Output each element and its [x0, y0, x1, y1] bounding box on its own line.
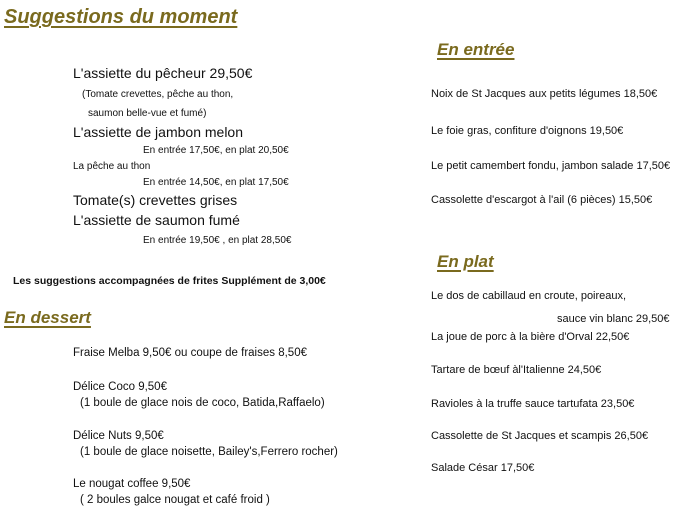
dessert-nougat-desc: ( 2 boules galce nougat et café froid ): [80, 494, 270, 506]
assiette-saumon: L'assiette de saumon fumé: [73, 212, 240, 228]
plat-item: Salade César 17,50€: [431, 462, 535, 474]
dessert-heading: En dessert: [4, 308, 91, 327]
pecheur-desc-1: (Tomate crevettes, pêche au thon,: [82, 89, 234, 100]
plat-cabillaud-prix: sauce vin blanc 29,50€: [557, 313, 670, 325]
page-title: Suggestions du moment: [4, 6, 238, 28]
tomate-crevettes: Tomate(s) crevettes grises: [73, 192, 238, 208]
jambon-melon: L'assiette de jambon melon: [73, 124, 243, 140]
plat-item: La joue de porc à la bière d'Orval 22,50€: [431, 331, 630, 343]
plat-item: Tartare de bœuf àl'Italienne 24,50€: [431, 364, 602, 376]
dessert-coco-desc: (1 boule de glace nois de coco, Batida,Raffaelo): [80, 397, 325, 409]
entree-item: Le foie gras, confiture d'oignons 19,50€: [431, 125, 624, 137]
dessert-nougat: Le nougat coffee 9,50€: [73, 478, 191, 490]
plat-cabillaud: Le dos de cabillaud en croute, poireaux,: [431, 290, 627, 302]
entree-item: Noix de St Jacques aux petits légumes 18,50€: [431, 88, 658, 100]
saumon-prix: En entrée 19,50€ , en plat 28,50€: [143, 235, 292, 246]
entree-item: Le petit camembert fondu, jambon salade 17,50€: [431, 160, 671, 172]
plat-heading: En plat: [437, 252, 494, 271]
plat-item: Ravioles à la truffe sauce tartufata 23,50€: [431, 398, 635, 410]
peche-thon: La pêche au thon: [73, 161, 151, 172]
assiette-pecheur: L'assiette du pêcheur 29,50€: [73, 65, 253, 81]
entree-item: Cassolette d'escargot à l'ail (6 pièces) 15,50€: [431, 194, 653, 206]
dessert-melba: Fraise Melba 9,50€ ou coupe de fraises 8,50€: [73, 347, 307, 359]
dessert-coco: Délice Coco 9,50€: [73, 381, 167, 393]
dessert-nuts-desc: (1 boule de glace noisette, Bailey's,Ferrero rocher): [80, 446, 338, 458]
pecheur-desc-2: saumon belle-vue et fumé): [88, 108, 207, 119]
dessert-nuts: Délice Nuts 9,50€: [73, 430, 164, 442]
plat-item: Cassolette de St Jacques et scampis 26,50€: [431, 430, 649, 442]
peche-prix: En entrée 14,50€, en plat 17,50€: [143, 177, 289, 188]
jambon-prix: En entrée 17,50€, en plat 20,50€: [143, 145, 289, 156]
entree-heading: En entrée: [437, 40, 515, 59]
frites-note: Les suggestions accompagnées de frites Supplément de 3,00€: [13, 275, 326, 287]
